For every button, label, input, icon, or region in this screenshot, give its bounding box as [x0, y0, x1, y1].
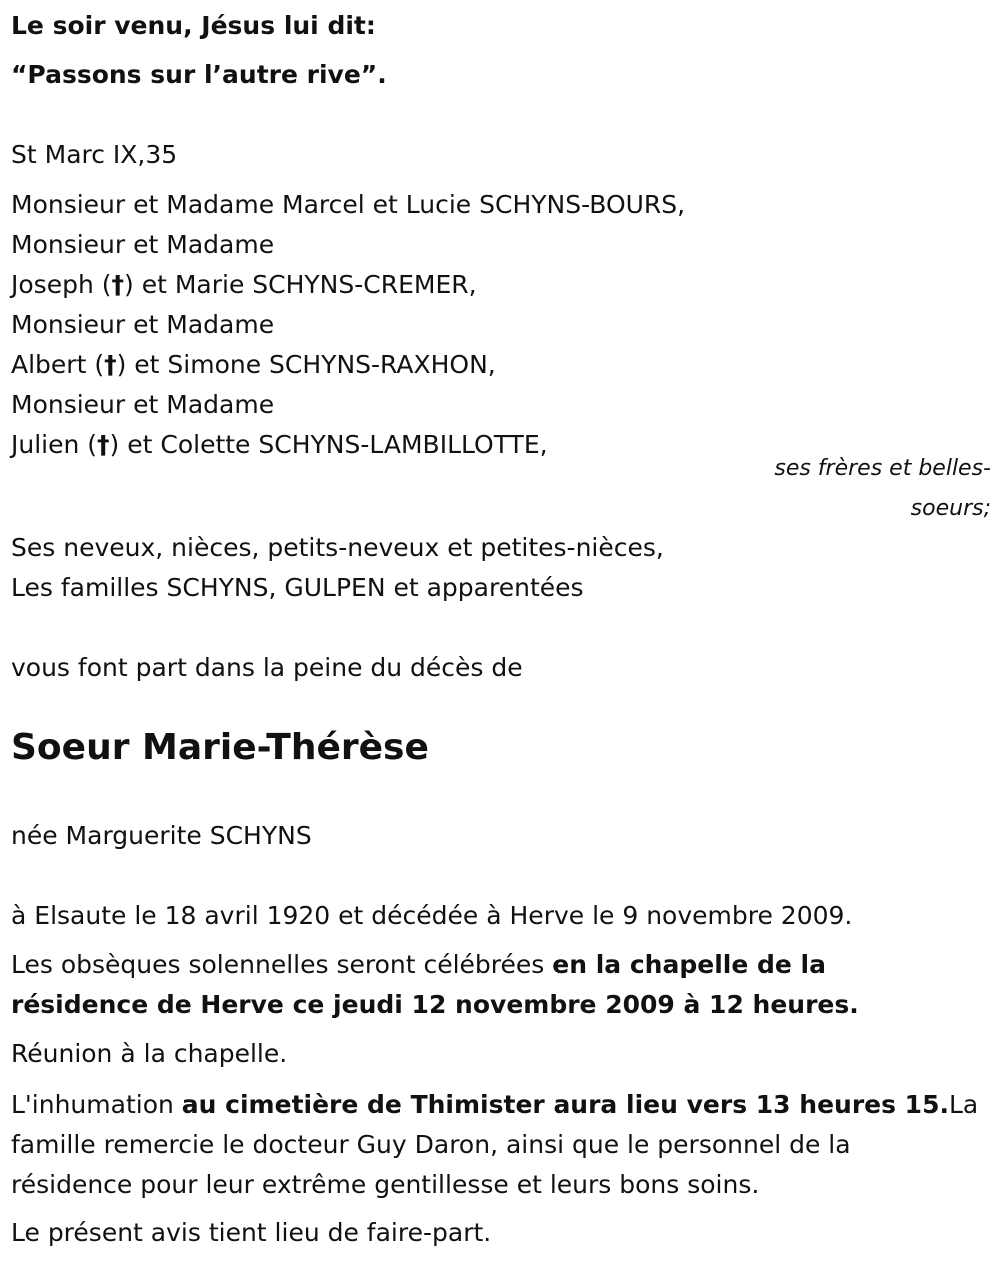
burial-line	[11, 1088, 978, 1122]
family-line-4: Monsieur et Madame	[11, 310, 275, 339]
funeral-text: Les obsèques solennelles seront célébrées	[11, 950, 553, 979]
meeting-line: Réunion à la chapelle.	[11, 1039, 288, 1068]
funeral-line-1	[11, 948, 826, 982]
dates-line: à Elsaute le 18 avril 1920 et décédée à Herve le 9 novembre 2009.	[11, 901, 853, 930]
family-line-5	[11, 348, 496, 382]
relation-line-1: ses frères et belles-	[774, 456, 991, 481]
cross-icon: †	[97, 430, 110, 459]
family-line-3-start: Joseph (	[11, 270, 112, 299]
burial-text: L'inhumation	[11, 1090, 182, 1119]
relatives-line-1: Ses neveux, nièces, petits-neveux et petites-nièces,	[11, 533, 664, 562]
family-line-6: Monsieur et Madame	[11, 390, 275, 419]
cross-icon: †	[104, 350, 117, 379]
verse-reference: St Marc IX,35	[11, 140, 178, 169]
relation-line-2: soeurs;	[910, 496, 991, 521]
family-line-3	[11, 268, 477, 302]
obituary-notice	[11, 0, 991, 1269]
funeral-line-2: résidence de Herve ce jeudi 12 novembre 2009 à 12 heures.	[11, 990, 859, 1019]
funeral-location: en la chapelle de la	[552, 950, 826, 979]
verse-line-1: Le soir venu, Jésus lui dit:	[11, 11, 376, 40]
cross-icon: †	[111, 270, 124, 299]
thanks-line-1: famille remercie le docteur Guy Daron, ainsi que le personnel de la	[11, 1130, 851, 1159]
relatives-line-2: Les familles SCHYNS, GULPEN et apparentées	[11, 573, 584, 602]
deceased-name: Soeur Marie-Thérèse	[11, 727, 429, 768]
family-line-7	[11, 428, 548, 462]
verse-line-2: “Passons sur l’autre rive”.	[11, 60, 387, 89]
family-line-5-start: Albert (	[11, 350, 105, 379]
burial-tail: La	[948, 1090, 979, 1119]
thanks-line-2: résidence pour leur extrême gentillesse et leurs bons soins.	[11, 1170, 760, 1199]
family-line-5-end: ) et Simone SCHYNS-RAXHON,	[116, 350, 496, 379]
family-line-3-end: ) et Marie SCHYNS-CREMER,	[124, 270, 477, 299]
birth-name: née Marguerite SCHYNS	[11, 821, 312, 850]
closing-line: Le présent avis tient lieu de faire-part.	[11, 1218, 492, 1247]
burial-location: au cimetière de Thimister aura lieu vers 13 heures 15.	[181, 1090, 949, 1119]
family-line-2: Monsieur et Madame	[11, 230, 275, 259]
family-line-7-start: Julien (	[11, 430, 98, 459]
announcement: vous font part dans la peine du décès de	[11, 653, 523, 682]
family-line-7-end: ) et Colette SCHYNS-LAMBILLOTTE,	[109, 430, 548, 459]
family-line-1: Monsieur et Madame Marcel et Lucie SCHYNS-BOURS,	[11, 190, 686, 219]
